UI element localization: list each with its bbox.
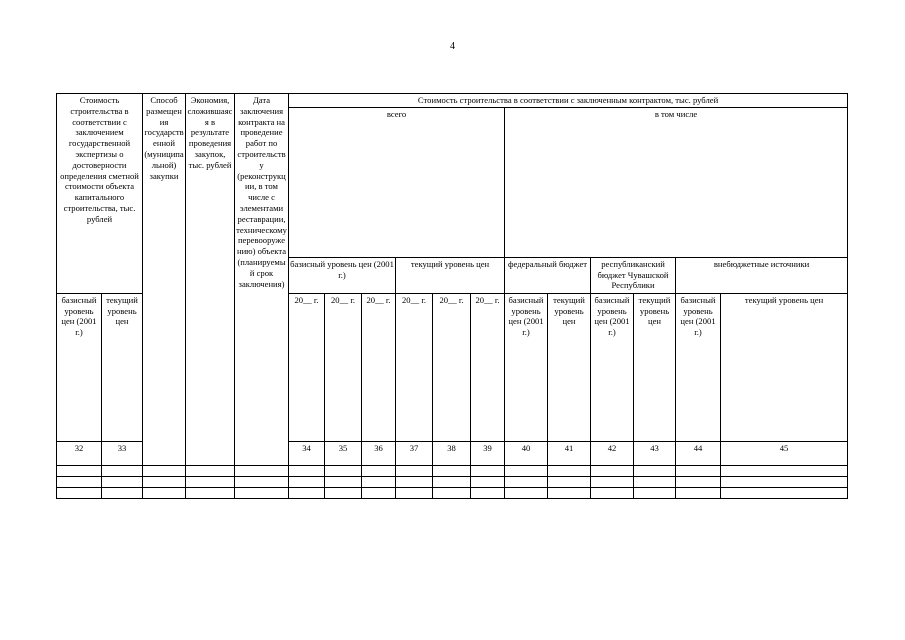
- col-number: 36: [362, 441, 396, 466]
- total-header: всего: [289, 107, 505, 257]
- incl-header: в том числе: [505, 107, 848, 257]
- table-cell[interactable]: [433, 477, 471, 488]
- table-cell[interactable]: [102, 488, 143, 499]
- table-cell[interactable]: [591, 477, 634, 488]
- col-number: 33: [102, 441, 143, 466]
- federal-budget-header: федеральный бюджет: [505, 257, 591, 293]
- col-c-header: Экономия, сложившаяся в результате проведения закупок, тыс. рублей: [186, 94, 235, 466]
- table-cell[interactable]: [676, 488, 721, 499]
- table-cell[interactable]: [186, 488, 235, 499]
- year-col-38: 20__ г.: [325, 293, 362, 441]
- table-cell[interactable]: [235, 466, 289, 477]
- table-cell[interactable]: [721, 477, 848, 488]
- total-basis-header: базисный уровень цен (2001 г.): [289, 257, 396, 293]
- col-number: 39: [471, 441, 505, 466]
- page-number: 4: [450, 41, 455, 52]
- table-row: [57, 488, 848, 499]
- col-number: 32: [57, 441, 102, 466]
- col-a-current: текущий уровень цен: [102, 293, 143, 441]
- table-cell[interactable]: [676, 466, 721, 477]
- federal-current: текущий уровень цен: [548, 293, 591, 441]
- col-number: 35: [325, 441, 362, 466]
- table-cell[interactable]: [325, 466, 362, 477]
- col-a-header: Стоимость строительства в соответствии с заключением государственной экспертизы о достоверности определения сметной стоимости объекта капитального строительства, тыс. рублей: [57, 94, 143, 294]
- table-cell[interactable]: [676, 477, 721, 488]
- total-current-header: текущий уровень цен: [396, 257, 505, 293]
- col-d-header: Дата заключения контракта на проведение работ по строительству (реконструкции, в том числе с элементами реставрации, техническому перевооружению) объекта (планируемый срок заключения): [235, 94, 289, 466]
- table-cell[interactable]: [591, 466, 634, 477]
- col-number: 38: [433, 441, 471, 466]
- table-cell[interactable]: [143, 466, 186, 477]
- report-table: [56, 93, 848, 499]
- table-cell[interactable]: [721, 488, 848, 499]
- year-col-42: 20__ г.: [471, 293, 505, 441]
- table-cell[interactable]: [471, 488, 505, 499]
- offbudget-basis: базисный уровень цен (2001 г.): [676, 293, 721, 441]
- table-cell[interactable]: [102, 466, 143, 477]
- table-cell[interactable]: [143, 488, 186, 499]
- table-cell[interactable]: [362, 466, 396, 477]
- table-row: [57, 477, 848, 488]
- table-cell[interactable]: [235, 477, 289, 488]
- col-number: 41: [548, 441, 591, 466]
- col-b-header: Способ размещения государственной (муниципальной) закупки: [143, 94, 186, 466]
- table-cell[interactable]: [289, 477, 325, 488]
- table-cell[interactable]: [433, 466, 471, 477]
- col-number: 37: [396, 441, 433, 466]
- table-cell[interactable]: [289, 488, 325, 499]
- offbudget-header: внебюджетные источники: [676, 257, 848, 293]
- table-cell[interactable]: [362, 488, 396, 499]
- year-col-37: 20__ г.: [289, 293, 325, 441]
- table-cell[interactable]: [471, 477, 505, 488]
- contract-header: Стоимость строительства в соответствии с заключенным контрактом, тыс. рублей: [289, 94, 848, 108]
- table-cell[interactable]: [325, 477, 362, 488]
- col-number: 34: [289, 441, 325, 466]
- republic-basis: базисный уровень цен (2001 г.): [591, 293, 634, 441]
- report-table-container: [56, 93, 847, 499]
- table-cell[interactable]: [57, 488, 102, 499]
- table-cell[interactable]: [186, 466, 235, 477]
- table-cell[interactable]: [143, 477, 186, 488]
- col-number: 44: [676, 441, 721, 466]
- col-number: 40: [505, 441, 548, 466]
- year-col-41: 20__ г.: [433, 293, 471, 441]
- offbudget-current: текущий уровень цен: [721, 293, 848, 441]
- col-a-basis: базисный уровень цен (2001 г.): [57, 293, 102, 441]
- col-number: 42: [591, 441, 634, 466]
- republic-current: текущий уровень цен: [634, 293, 676, 441]
- table-cell[interactable]: [634, 466, 676, 477]
- col-number: 45: [721, 441, 848, 466]
- table-cell[interactable]: [721, 466, 848, 477]
- table-row: [57, 466, 848, 477]
- table-cell[interactable]: [396, 488, 433, 499]
- table-cell[interactable]: [396, 466, 433, 477]
- republic-budget-header: республиканский бюджет Чувашской Республики: [591, 257, 676, 293]
- table-cell[interactable]: [289, 466, 325, 477]
- table-cell[interactable]: [548, 488, 591, 499]
- table-cell[interactable]: [548, 466, 591, 477]
- table-cell[interactable]: [325, 488, 362, 499]
- table-cell[interactable]: [548, 477, 591, 488]
- table-cell[interactable]: [396, 477, 433, 488]
- table-cell[interactable]: [505, 466, 548, 477]
- table-cell[interactable]: [505, 488, 548, 499]
- table-cell[interactable]: [57, 466, 102, 477]
- table-cell[interactable]: [591, 488, 634, 499]
- year-col-39: 20__ г.: [362, 293, 396, 441]
- table-cell[interactable]: [634, 488, 676, 499]
- col-number: 43: [634, 441, 676, 466]
- table-cell[interactable]: [186, 477, 235, 488]
- table-cell[interactable]: [433, 488, 471, 499]
- year-col-40: 20__ г.: [396, 293, 433, 441]
- federal-basis: базисный уровень цен (2001 г.): [505, 293, 548, 441]
- table-cell[interactable]: [634, 477, 676, 488]
- table-cell[interactable]: [471, 466, 505, 477]
- table-cell[interactable]: [362, 477, 396, 488]
- table-cell[interactable]: [57, 477, 102, 488]
- table-cell[interactable]: [102, 477, 143, 488]
- table-cell[interactable]: [505, 477, 548, 488]
- table-cell[interactable]: [235, 488, 289, 499]
